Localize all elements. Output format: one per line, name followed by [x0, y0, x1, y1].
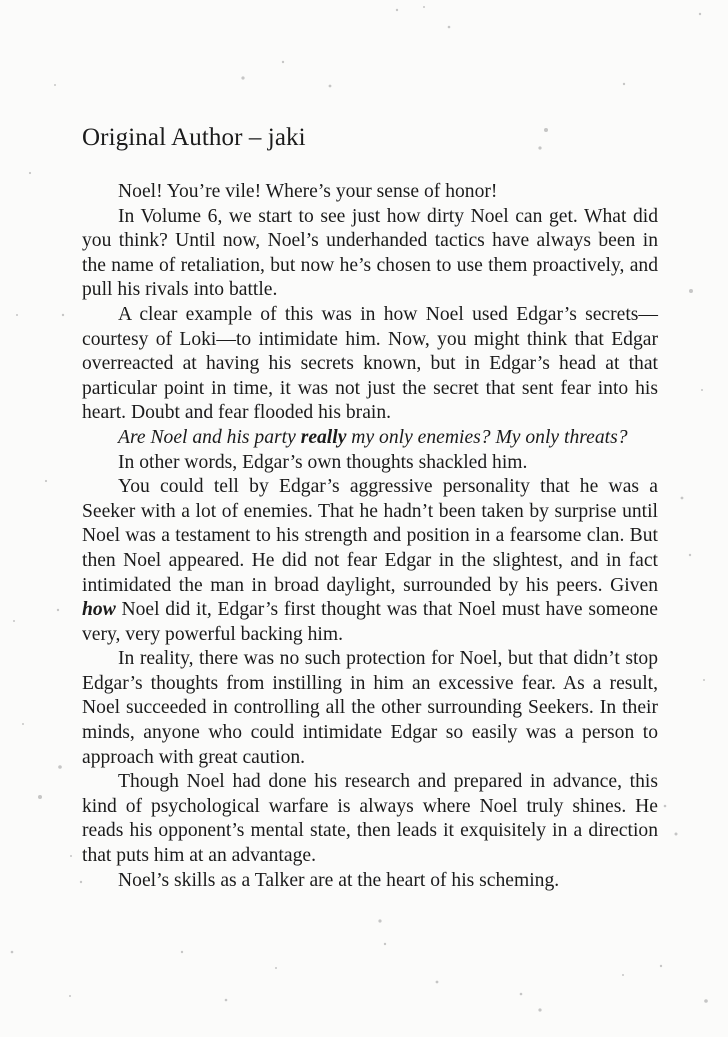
paragraph-8: Though Noel had done his research and prepared in advance, this kind of psychological warfare is always where Noel truly shines. He reads his opponent’s mental state, then leads it exquisitely in a direction that puts him at an advantage. [82, 771, 658, 867]
afterword-body [82, 180, 658, 893]
paragraph-9: Noel’s skills as a Talker are at the heart of his scheming. [118, 869, 560, 891]
paragraph-2: In Volume 6, we start to see just how dirty Noel can get. What did you think? Until now, Noel’s underhanded tactics have always been in the name of retaliation, but now he’s chosen to use them proactively, and pull his rivals into battle. [82, 205, 658, 301]
paragraph-5: In other words, Edgar’s own thoughts shackled him. [118, 451, 528, 473]
paragraph-4-inner-thought [82, 426, 658, 451]
paragraph-6-rest: Noel did it, Edgar’s first thought was that Noel must have someone very, very powerful backing him. [82, 599, 658, 645]
page-content [82, 122, 658, 893]
page-title: Original Author – jaki [82, 124, 306, 151]
paragraph-6-text: You could tell by Edgar’s aggressive personality that he was a Seeker with a lot of enemies. That he hadn’t been taken by surprise until Noel was a testament to his strength and position in a fearsome clan. But then Noel appeared. He did not fear Edgar in the slightest, and in fact intimidated the man in broad daylight, surrounded by his peers. Given [82, 476, 658, 596]
thought-emphasis: really [300, 426, 347, 448]
thought-part-1: Are Noel and his party [118, 426, 301, 448]
paragraph-6-emphasis: how [82, 599, 116, 621]
paragraph-6 [82, 475, 658, 647]
paragraph-1: Noel! You’re vile! Where’s your sense of honor! [118, 181, 498, 202]
thought-part-2: my only enemies? My only threats? [346, 426, 628, 448]
paragraph-3: A clear example of this was in how Noel used Edgar’s secrets—courtesy of Loki—to intimidate him. Now, you might think that Edgar overreacted at having his secrets known, but in Edgar’s head at that particular point in time, it was not just the secret that sent fear into his heart. Doubt and fear flooded his brain. [82, 303, 658, 424]
paragraph-7: In reality, there was no such protection for Noel, but that didn’t stop Edgar’s thoughts from instilling in him an excessive fear. As a result, Noel succeeded in controlling all the other surrounding Seekers. In their minds, anyone who could intimidate Edgar so easily was a person to approach with great caution. [82, 648, 658, 768]
